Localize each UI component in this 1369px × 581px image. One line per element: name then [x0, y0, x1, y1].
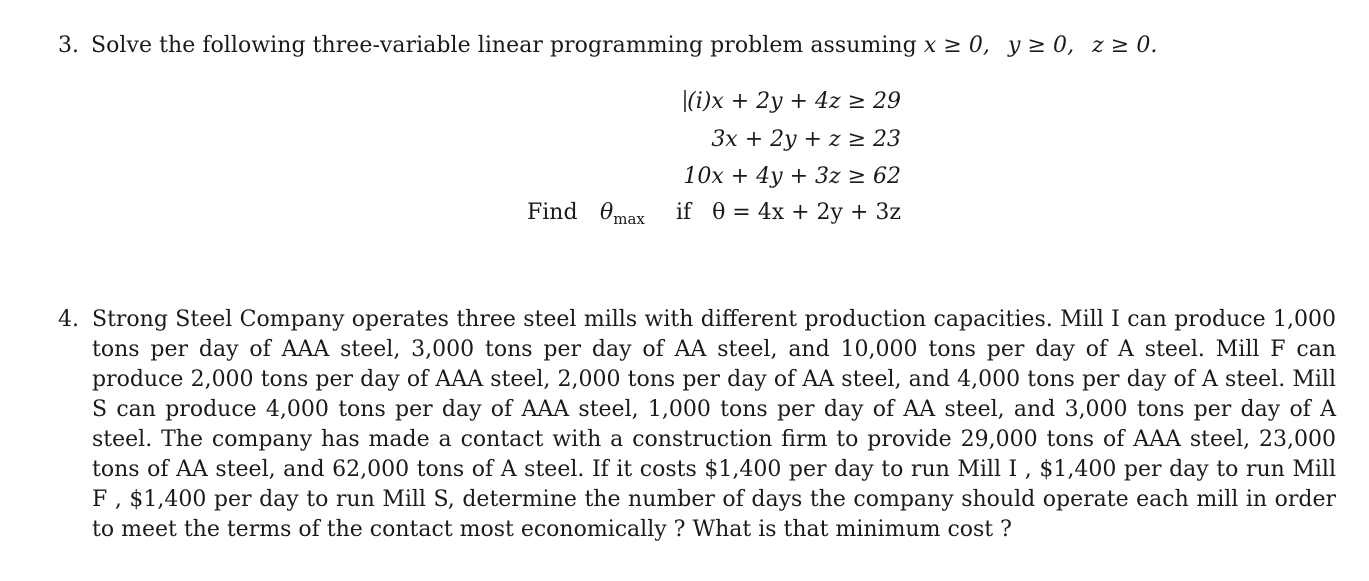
- cursor-bracket: [684, 90, 686, 112]
- problem-3-number: 3.: [58, 33, 80, 58]
- condition-x: x ≥ 0,: [923, 33, 990, 58]
- problem-4-statement: [58, 305, 1336, 545]
- problem-4-text: Strong Steel Company operates three steel mills with different production capacities. Mill I can produce 1,000 tons per day of AAA steel, 3,000 tons per day of AA steel, and 10,000 tons per day of A steel. Mill F can produce 2,000 tons per day of AAA steel, 2,000 tons per day of AA steel, and 4,000 tons per day of A steel. Mill S can produce 4,000 tons per day of AAA steel, 1,000 tons per day of AA steel, and 3,000 tons per day of A steel. The company has made a contact with a construction firm to provide 29,000 tons of AAA steel, 23,000 tons of AA steel, and 62,000 tons of A steel. If it costs $1,400 per day to run Mill I , $1,400 per day to run Mill F , $1,400 per day to run Mill S, determine the number of days the company should operate each mill in order to meet the terms of the contact most economically ? What is that minimum cost ?: [92, 307, 1336, 542]
- problem-3-intro: Solve the following three-variable linear programming problem assuming: [91, 33, 917, 58]
- constraint-2: [711, 127, 901, 152]
- constraint-1-label: (i): [687, 89, 712, 114]
- nonnegativity-conditions: [924, 33, 1158, 58]
- theta-symbol: θ: [600, 200, 614, 225]
- condition-y: y ≥ 0,: [1007, 33, 1075, 58]
- find-label: Find: [527, 200, 578, 225]
- theta-subscript: max: [613, 210, 645, 228]
- constraint-2-expression: 3x + 2y + z ≥ 23: [711, 127, 901, 152]
- constraint-3: [683, 164, 901, 189]
- constraint-1: [684, 89, 901, 114]
- problem-3-statement: [58, 33, 1157, 58]
- objective-function: θ = 4x + 2y + 3z: [712, 200, 901, 225]
- theta-max: [600, 200, 645, 228]
- problem-4-number: 4.: [58, 307, 79, 332]
- condition-z: z ≥ 0.: [1092, 33, 1158, 58]
- if-label: if: [676, 200, 692, 225]
- constraint-3-expression: 10x + 4y + 3z ≥ 62: [683, 164, 901, 189]
- constraint-1-expression: x + 2y + 4z ≥ 29: [711, 89, 901, 114]
